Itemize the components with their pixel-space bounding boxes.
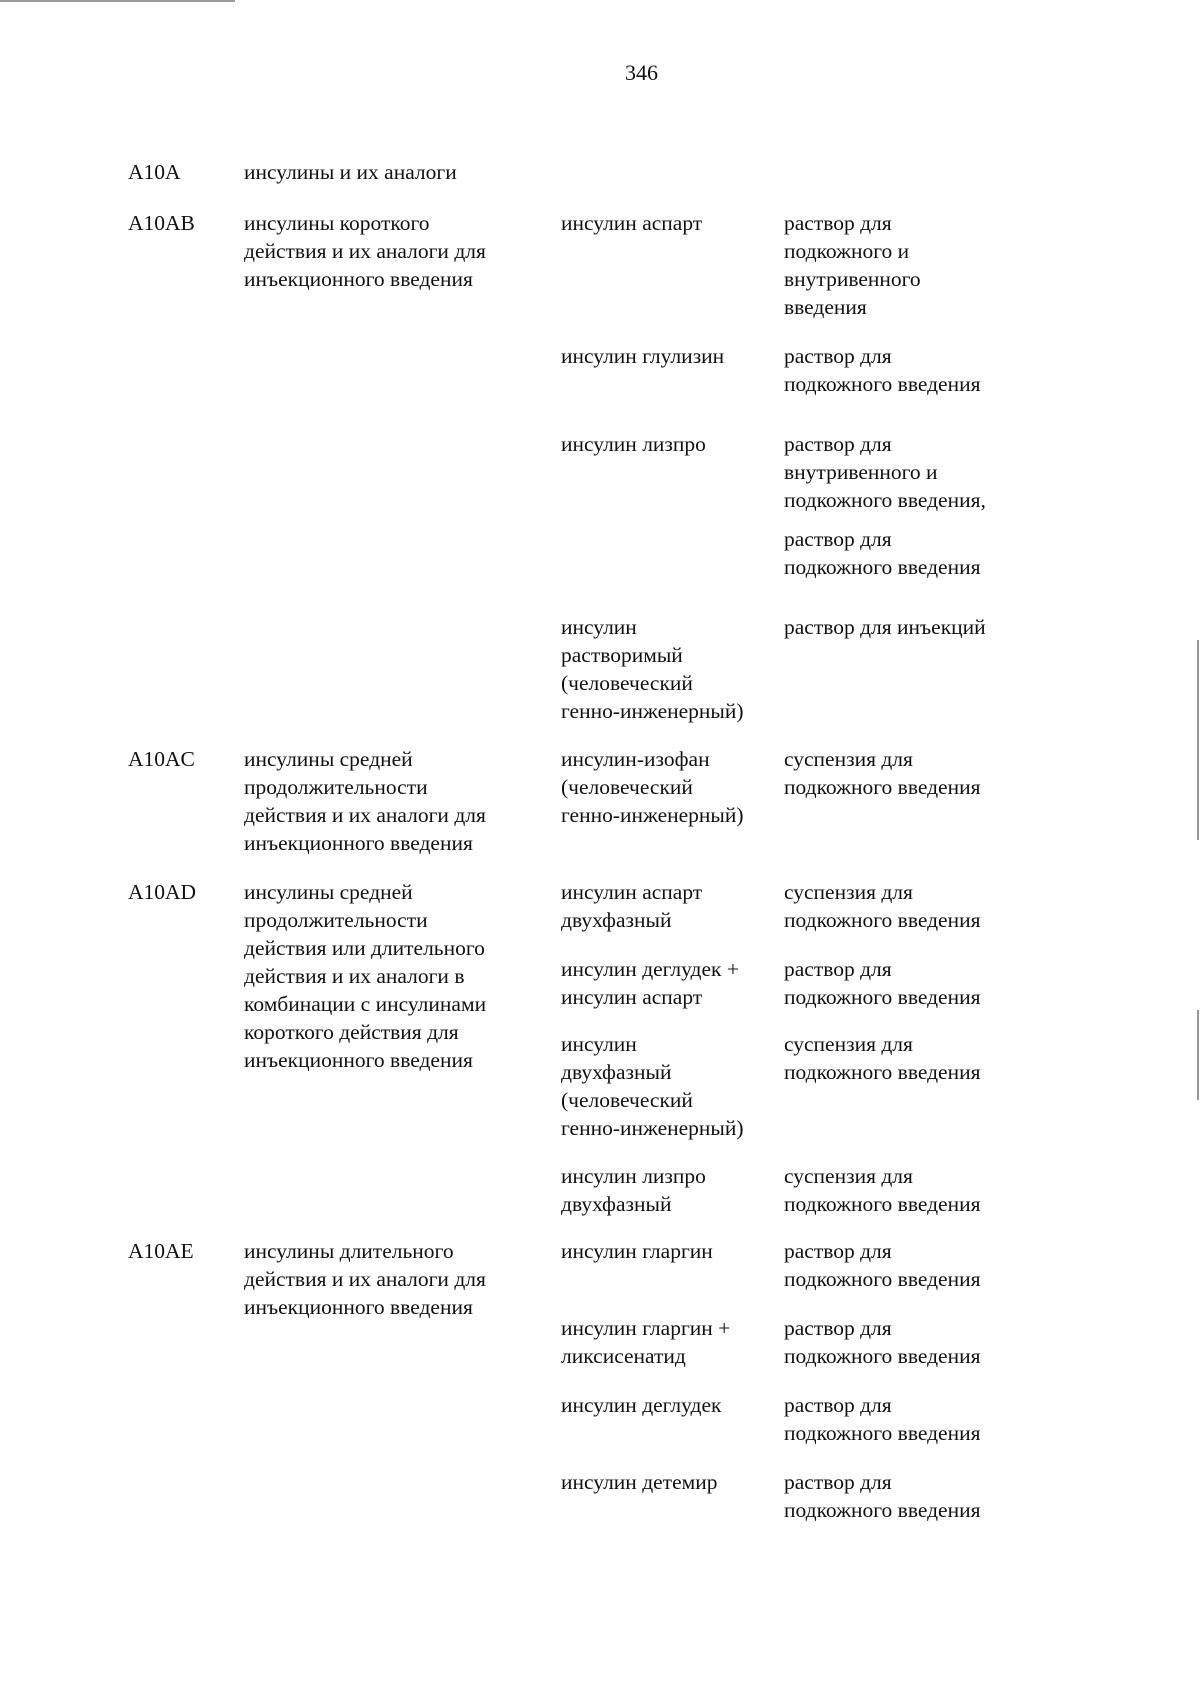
scan-edge-line-right <box>1197 640 1199 840</box>
row-11-form-line: подкожного введения <box>784 1267 981 1291</box>
row-6-drug-line: инсулин-изофан <box>561 747 710 771</box>
row-14-drug-line: инсулин детемир <box>561 1470 718 1494</box>
row-7-drug-line: инсулин аспарт <box>561 880 703 904</box>
row-7-drug-line: двухфазный <box>561 908 672 932</box>
row-1-form-line: внутривенного <box>784 267 921 291</box>
page-number: 346 <box>625 60 658 85</box>
row-13-form-line: раствор для <box>784 1393 892 1417</box>
row-1-group-line: инсулины короткого <box>244 211 430 235</box>
row-2-form-line: подкожного введения <box>784 372 981 396</box>
row-9-drug-line: инсулин <box>561 1032 637 1056</box>
row-10-form-line: суспензия для <box>784 1164 913 1188</box>
row-2-drug-line: инсулин глулизин <box>561 344 725 368</box>
row-1-form-line: подкожного и <box>784 239 910 263</box>
row-5-drug-line: растворимый <box>561 643 683 667</box>
row-3-drug-line: инсулин лизпро <box>561 432 706 456</box>
row-3-form-line: подкожного введения, <box>784 488 986 512</box>
row-11-code-line: A10AE <box>128 1239 194 1263</box>
row-1-group-line: действия и их аналоги для <box>244 239 486 263</box>
row-9-drug-line: двухфазный <box>561 1060 672 1084</box>
row-9-drug-line: генно-инженерный) <box>561 1116 744 1140</box>
row-13-drug-line: инсулин деглудек <box>561 1393 722 1417</box>
row-6-group-line: продолжительности <box>244 775 428 799</box>
row-12-drug-line: ликсисенатид <box>561 1344 686 1368</box>
row-3-form-line: внутривенного и <box>784 460 938 484</box>
row-6-drug-line: генно-инженерный) <box>561 803 744 827</box>
row-4-form-line: раствор для <box>784 527 892 551</box>
row-5-form-line: раствор для инъекций <box>784 615 986 639</box>
row-4-form-line: подкожного введения <box>784 555 981 579</box>
row-1-drug-line: инсулин аспарт <box>561 211 703 235</box>
row-10-drug-line: инсулин лизпро <box>561 1164 706 1188</box>
row-11-drug-line: инсулин гларгин <box>561 1239 713 1263</box>
row-10-form-line: подкожного введения <box>784 1192 981 1216</box>
scan-edge-line-right-lower <box>1197 1010 1199 1100</box>
row-7-group-line: действия и их аналоги в <box>244 964 465 988</box>
row-3-form-line: раствор для <box>784 432 892 456</box>
row-6-group-line: инъекционного введения <box>244 831 473 855</box>
row-12-form-line: подкожного введения <box>784 1344 981 1368</box>
row-1-form-line: введения <box>784 295 867 319</box>
row-7-group-line: продолжительности <box>244 908 428 932</box>
row-6-form-line: подкожного введения <box>784 775 981 799</box>
row-1-form-line: раствор для <box>784 211 892 235</box>
row-6-group-line: действия и их аналоги для <box>244 803 486 827</box>
row-2-form-line: раствор для <box>784 344 892 368</box>
row-1-group-line: инъекционного введения <box>244 267 473 291</box>
row-10-drug-line: двухфазный <box>561 1192 672 1216</box>
row-7-form-line: подкожного введения <box>784 908 981 932</box>
row-8-form-line: подкожного введения <box>784 985 981 1009</box>
row-9-form-line: суспензия для <box>784 1032 913 1056</box>
row-1-code-line: A10AB <box>128 211 195 235</box>
row-11-group-line: инъекционного введения <box>244 1295 473 1319</box>
row-7-group-line: короткого действия для <box>244 1020 459 1044</box>
row-8-form-line: раствор для <box>784 957 892 981</box>
row-7-group-line: инъекционного введения <box>244 1048 473 1072</box>
row-7-form-line: суспензия для <box>784 880 913 904</box>
row-5-drug-line: генно-инженерный) <box>561 699 744 723</box>
row-7-group-line: инсулины средней <box>244 880 413 904</box>
row-0-group-line: инсулины и их аналоги <box>244 160 457 184</box>
row-11-form-line: раствор для <box>784 1239 892 1263</box>
row-5-drug-line: (человеческий <box>561 671 693 695</box>
row-14-form-line: подкожного введения <box>784 1498 981 1522</box>
row-7-group-line: действия или длительного <box>244 936 485 960</box>
row-6-group-line: инсулины средней <box>244 747 413 771</box>
row-6-code-line: A10AC <box>128 747 195 771</box>
row-5-drug-line: инсулин <box>561 615 637 639</box>
row-7-group-line: комбинации с инсулинами <box>244 992 487 1016</box>
row-11-group-line: действия и их аналоги для <box>244 1267 486 1291</box>
row-9-drug-line: (человеческий <box>561 1088 693 1112</box>
row-6-drug-line: (человеческий <box>561 775 693 799</box>
row-0-code-line: A10A <box>128 160 181 184</box>
row-14-form-line: раствор для <box>784 1470 892 1494</box>
row-11-group-line: инсулины длительного <box>244 1239 454 1263</box>
row-7-code-line: A10AD <box>128 880 197 904</box>
row-12-form-line: раствор для <box>784 1316 892 1340</box>
row-13-form-line: подкожного введения <box>784 1421 981 1445</box>
row-9-form-line: подкожного введения <box>784 1060 981 1084</box>
scan-edge-line-top <box>0 0 235 2</box>
row-6-form-line: суспензия для <box>784 747 913 771</box>
row-8-drug-line: инсулин аспарт <box>561 985 703 1009</box>
row-8-drug-line: инсулин деглудек + <box>561 957 739 981</box>
row-12-drug-line: инсулин гларгин + <box>561 1316 731 1340</box>
